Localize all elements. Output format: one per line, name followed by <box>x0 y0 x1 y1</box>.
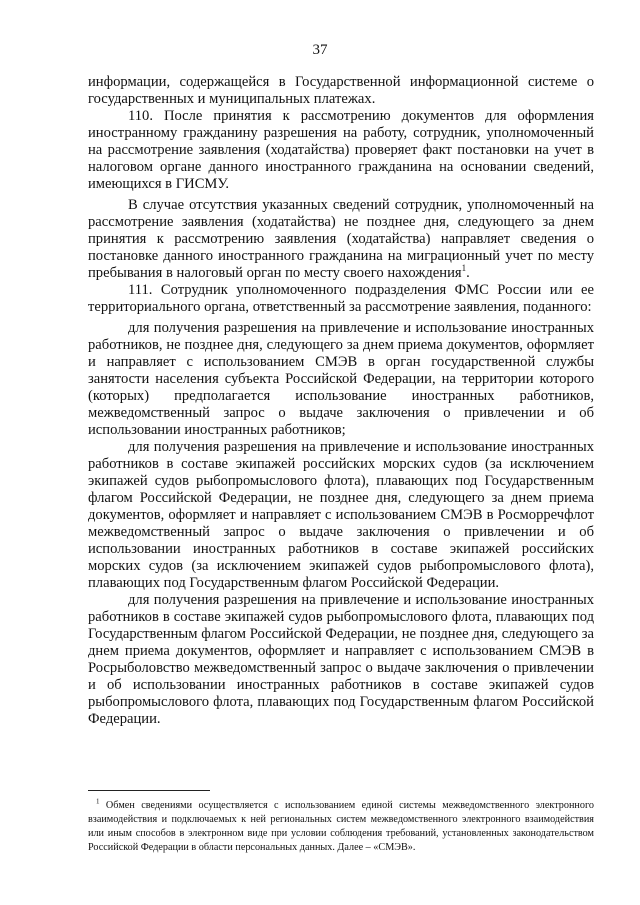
paragraph-missing-info-text: В случае отсутствия указанных сведений сотрудник, уполномоченный на рассмотрение заявления (ходатайства) не позднее дня, следующего за днем принятия к рассмотрению заявления (ходатайства) направляет сведения о постановке данного иностранного гражданина на миграционный учет по месту пребывания в налоговый орган по месту своего нахождения <box>88 197 594 281</box>
paragraph-continuation: информации, содержащейся в Государственной информационной системе о государственных и муниципальных платежах. <box>88 74 594 107</box>
footnote-divider <box>88 790 210 791</box>
footnote-reference[interactable]: 1 <box>461 263 467 274</box>
document-body <box>88 74 594 728</box>
paragraph-item-110: 110. После принятия к рассмотрению документов для оформления иностранному гражданину разрешения на работу, сотрудник, уполномоченный на рассмотрение заявления (ходатайства) проверяет факт постановки на учет в налоговом органе данного иностранного гражданина на основании сведений, имеющихся в ГИСМУ. <box>88 108 594 192</box>
paragraph-sub-sea-vessels: для получения разрешения на привлечение и использование иностранных работников в составе экипажей российских морских судов (за исключением экипажей судов рыбопромыслового флота), плавающих под Государственным флагом Российской Федерации, не позднее дня, следующего за днем приема документов, оформляет и направляет с использованием СМЭВ в Росморречфлот межведомственный запрос о выдаче заключения о привлечении и об использовании иностранных работников в составе экипажей российских морских судов (за исключением экипажей судов рыбопромыслового флота), плавающих под Государственным флагом Российской Федерации. <box>88 439 594 591</box>
footnote <box>88 799 594 855</box>
paragraph-missing-info-end: . <box>466 265 470 281</box>
paragraph-sub-fishing-vessels: для получения разрешения на привлечение и использование иностранных работников в составе экипажей судов рыбопромыслового флота, плавающих под Государственным флагом Российской Федерации, не позднее дня, следующего за днем приема документов, оформляет и направляет с использованием СМЭВ в Росрыболовство межведомственный запрос о выдаче заключения о привлечении и об использовании иностранных работников в составе экипажей судов рыбопромыслового флота, плавающих под Государственным флагом Российской Федерации. <box>88 592 594 727</box>
footnote-text: Обмен сведениями осуществляется с использованием единой системы межведомственного электронного взаимодействия и подключаемых к ней региональных систем межведомственного электронного взаимодействия или иным способов в электронном виде при условии соблюдения требований, установленных законодательством Российской Федерации в области персональных данных. Далее – «СМЭВ». <box>88 800 594 853</box>
paragraph-sub-labor-authority: для получения разрешения на привлечение и использование иностранных работников, не позднее дня, следующего за днем приема документов, оформляет и направляет с использованием СМЭВ в орган государственной службы занятости населения субъекта Российской Федерации, на территории которого (которых) предполагается использование иностранных работников, межведомственный запрос о выдаче заключения о привлечении и об использовании иностранных работников; <box>88 320 594 438</box>
paragraph-item-111: 111. Сотрудник уполномоченного подразделения ФМС России или ее территориального органа, ответственный за рассмотрение заявления, поданного: <box>88 282 594 315</box>
page-number: 37 <box>312 42 328 58</box>
paragraph-missing-info <box>88 197 594 282</box>
footnote-marker: 1 <box>96 797 100 806</box>
